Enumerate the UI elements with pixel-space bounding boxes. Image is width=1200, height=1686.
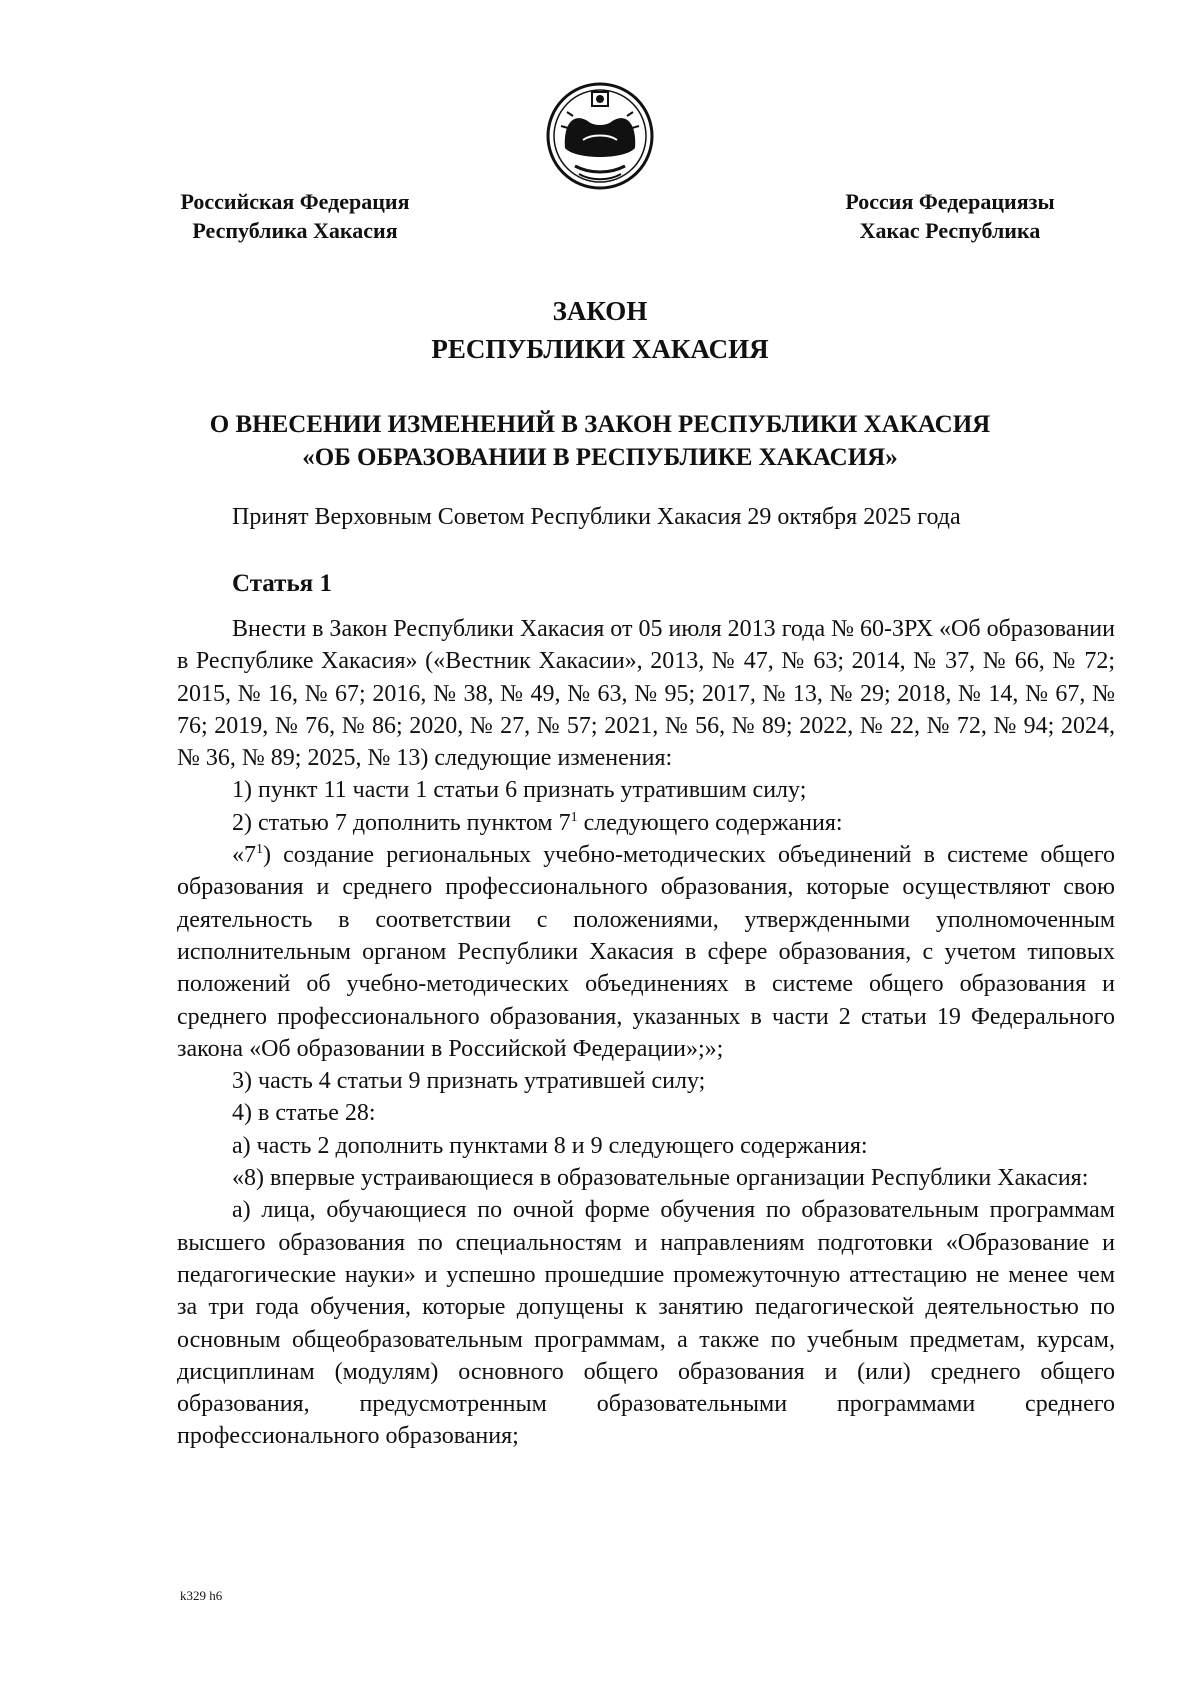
coat-of-arms-emblem bbox=[545, 82, 655, 190]
paragraph-point-8: «8) впервые устраивающиеся в образовательные организации Республики Хакасия: bbox=[232, 1165, 1089, 1192]
paragraph-intro: Внести в Закон Республики Хакасия от 05 июля 2013 года № 60-ЗРХ «Об образовании в Республике Хакасия» («Вестник Хакасии», 2013, № 47, № 63; 2014, № 37, № 66, № 72; 2015, № 16, № 67; 2016, № 38, № 49, № 63, № 95; 2017, № 13, № 29; 2018, № 14, № 67, № 76; 2019, № 76, № 86; 2020, № 27, № 57; 2021, № 56, № 89; 2022, № 22, № 72, № 94; 2024, № 36, № 89; 2025, № 13) следующие изменения: bbox=[177, 616, 1115, 772]
article-heading: Статья 1 bbox=[232, 570, 332, 597]
paragraph-quote-text: ) создание региональных учебно-методических объединений в системе общего образования и среднего профессионального образования, которые осуществляют свою деятельность в соответствии с положениями, утвержденными уполномоченным исполнительным органом Республики Хакасия в сфере образования, с учетом типовых положений об учебно-методических объединениях в системе общего образования и среднего профессионального образования, указанных в части 2 статьи 19 Федерального закона «Об образовании в Российской Федерации»;»; bbox=[177, 842, 1115, 1062]
paragraph-item-4a: а) часть 2 дополнить пунктами 8 и 9 следующего содержания: bbox=[232, 1132, 868, 1159]
adoption-note: Принят Верховным Советом Республики Хакасия 29 октября 2025 года bbox=[232, 504, 961, 530]
paragraph-point-8a: а) лица, обучающиеся по очной форме обучения по образовательным программам высшего образования по специальностям и направлениям подготовки «Образование и педагогические науки» и успешно прошедшие промежуточную аттестацию не менее чем за три года обучения, которые допущены к занятию педагогической деятельностью по основным общеобразовательным программам, а также по учебным предметам, курсам, дисциплинам (модулям) основного общего образования и (или) среднего общего образования, предусмотренным образовательными программами среднего профессионального образования; bbox=[177, 1197, 1115, 1450]
document-title bbox=[0, 408, 1200, 474]
superscript: 1 bbox=[256, 842, 263, 858]
paragraph-quote-open: «7 bbox=[232, 842, 256, 869]
law-heading bbox=[0, 292, 1200, 368]
header-right-block bbox=[800, 187, 1100, 245]
header-right-line2: Хакас Республика bbox=[859, 218, 1041, 243]
document-title-line2: «ОБ ОБРАЗОВАНИИ В РЕСПУБЛИКЕ ХАКАСИЯ» bbox=[302, 444, 898, 471]
paragraph-item-2 bbox=[177, 807, 1115, 839]
header-left-line1: Российская Федерация bbox=[180, 189, 410, 214]
paragraph-item-4: 4) в статье 28: bbox=[232, 1100, 376, 1127]
paragraph-item-3: 3) часть 4 статьи 9 признать утратившей силу; bbox=[232, 1068, 706, 1095]
header-left-block bbox=[150, 187, 440, 245]
law-heading-line1: ЗАКОН bbox=[552, 296, 648, 326]
document-title-line1: О ВНЕСЕНИИ ИЗМЕНЕНИЙ В ЗАКОН РЕСПУБЛИКИ ХАКАСИЯ bbox=[209, 411, 991, 438]
paragraph-item-1: 1) пункт 11 части 1 статьи 6 признать утратившим силу; bbox=[232, 777, 807, 804]
law-heading-line2: РЕСПУБЛИКИ ХАКАСИЯ bbox=[431, 334, 769, 364]
header-left-line2: Республика Хакасия bbox=[192, 218, 398, 243]
paragraph-new-point-7-1 bbox=[177, 839, 1115, 1065]
paragraph-item-2-text-end: следующего содержания: bbox=[577, 809, 843, 836]
article-body bbox=[177, 613, 1115, 1453]
header-right-line1: Россия Федерациязы bbox=[845, 189, 1055, 214]
footer-document-code: k329 h6 bbox=[180, 1588, 223, 1603]
paragraph-item-2-text: 2) статью 7 дополнить пунктом 7 bbox=[232, 809, 571, 836]
superscript: 1 bbox=[570, 809, 578, 825]
